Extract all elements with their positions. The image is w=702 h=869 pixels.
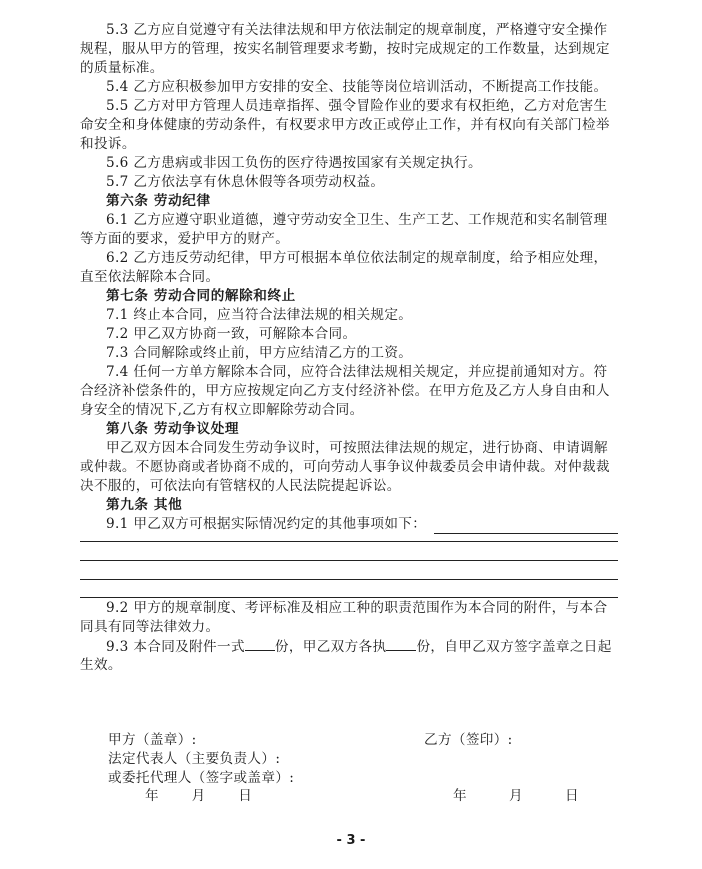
clause-5-3: 5.3 乙方应自觉遵守有关法律法规和甲方依法制定的规章制度，严格遵守安全操作 — [106, 22, 608, 38]
authorized-agent-label: 或委托代理人（签字或盖章）: — [108, 770, 295, 786]
clause-5-3-cont: 的质量标准。 — [80, 60, 164, 76]
fill-in-line[interactable] — [80, 597, 618, 598]
clause-9-3-part: 9.3 本合同及附件一式 — [106, 639, 245, 655]
clause-7-4-cont: 合经济补偿条件的，甲方应按规定向乙方支付经济补偿。在甲方危及乙方人身自由和人 — [80, 383, 610, 399]
clause-6-1: 6.1 乙方应遵守职业道德，遵守劳动安全卫生、生产工艺、工作规范和实名制管理 — [106, 212, 608, 228]
clause-9-1: 9.1 甲乙双方可根据实际情况约定的其他事项如下： — [106, 516, 427, 532]
clause-5-5-cont: 和投诉。 — [80, 136, 136, 152]
clause-6-2: 6.2 乙方违反劳动纪律，甲方可根据本单位依法制定的规章制度，给予相应处理， — [106, 250, 608, 266]
article-6-heading: 第六条 劳动纪律 — [106, 193, 211, 209]
clause-7-3: 7.3 合同解除或终止前，甲方应结清乙方的工资。 — [106, 345, 413, 361]
clause-9-3-part: 份，甲乙双方各执 — [274, 639, 387, 655]
clause-8: 甲乙双方因本合同发生劳动争议时，可按照法律法规的规定，进行协商、申请调解 — [106, 440, 608, 456]
clause-9-3 — [106, 637, 620, 657]
clause-7-1: 7.1 终止本合同，应当符合法律法规的相关规定。 — [106, 307, 413, 323]
page-number: - 3 - — [336, 833, 366, 848]
each-holds-blank[interactable] — [386, 637, 416, 651]
clause-7-4-cont: 身安全的情况下,乙方有权立即解除劳动合同。 — [80, 402, 364, 418]
clause-9-2-cont: 同具有同等法律效力。 — [80, 619, 220, 635]
clause-5-3-cont: 规程，服从甲方的管理，按实名制管理要求考勤，按时完成规定的工作数量，达到规定 — [80, 41, 610, 57]
fill-in-line[interactable] — [434, 533, 618, 534]
clause-7-4: 7.4 任何一方单方解除本合同，应符合法律法规相关规定，并应提前通知对方。符 — [106, 364, 608, 380]
clause-5-5-cont: 命安全和身体健康的劳动条件，有权要求甲方改正或停止工作，并有权向有关部门检举 — [80, 117, 610, 133]
clause-5-4: 5.4 乙方应积极参加甲方安排的安全、技能等岗位培训活动，不断提高工作技能。 — [106, 79, 608, 95]
article-7-heading: 第七条 劳动合同的解除和终止 — [106, 288, 296, 304]
clause-5-7: 5.7 乙方依法享有休息休假等各项劳动权益。 — [106, 174, 385, 190]
legal-representative-label: 法定代表人（主要负责人）: — [108, 751, 281, 767]
fill-in-line[interactable] — [80, 579, 618, 580]
clause-6-1-cont: 等方面的要求，爱护甲方的财产。 — [80, 231, 290, 247]
fill-in-line[interactable] — [80, 541, 618, 542]
article-8-heading: 第八条 劳动争议处理 — [106, 421, 240, 437]
clause-9-2: 9.2 甲方的规章制度、考评标准及相应工种的职责范围作为本合同的附件，与本合 — [106, 600, 608, 616]
clause-8-cont: 或仲裁。不愿协商或者协商不成的，可向劳动人事争议仲裁委员会申请仲裁。对仲裁裁 — [80, 459, 610, 475]
party-b-sign-label: 乙方（签印）: — [424, 732, 513, 748]
fill-in-line[interactable] — [80, 560, 618, 561]
clause-5-6: 5.6 乙方患病或非因工负伤的医疗待遇按国家有关规定执行。 — [106, 155, 482, 171]
party-a-date: 年 月 日 — [145, 788, 253, 804]
clause-8-cont: 决不服的，可依法向有管辖权的人民法院提起诉讼。 — [80, 478, 401, 494]
copies-blank[interactable] — [245, 637, 275, 651]
clause-9-3-part: 份，自甲乙双方签字盖章之日起 — [416, 639, 612, 655]
party-a-seal-label: 甲方（盖章）: — [108, 732, 197, 748]
article-9-heading: 第九条 其他 — [106, 497, 183, 513]
clause-6-2-cont: 直至依法解除本合同。 — [80, 269, 220, 285]
party-b-date: 年 月 日 — [453, 788, 579, 804]
clause-9-3-cont: 生效。 — [80, 657, 122, 673]
clause-7-2: 7.2 甲乙双方协商一致，可解除本合同。 — [106, 326, 357, 342]
clause-5-5: 5.5 乙方对甲方管理人员违章指挥、强令冒险作业的要求有权拒绝，乙方对危害生 — [106, 98, 608, 114]
